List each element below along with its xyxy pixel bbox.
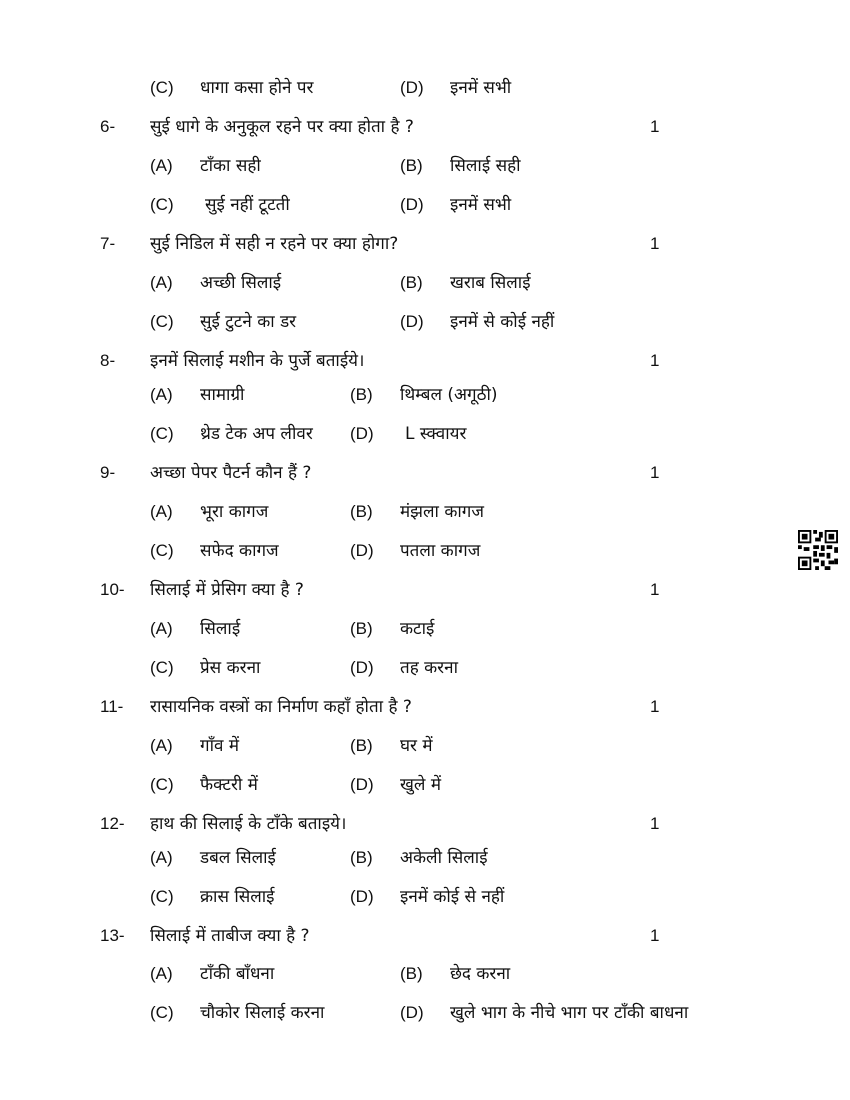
option-label: (B) <box>350 736 373 755</box>
option-label: (C) <box>150 424 174 443</box>
option-text: सामाग्री <box>200 385 245 405</box>
option-label: (D) <box>350 887 374 906</box>
option-label: (A) <box>150 156 173 175</box>
option-label: (D) <box>400 195 424 214</box>
option-label: (B) <box>350 385 373 404</box>
option-text: पतला कागज <box>400 541 481 561</box>
option-text: अच्छी सिलाई <box>200 273 282 293</box>
option-text: खराब सिलाई <box>450 273 531 293</box>
question-text: सिलाई में ताबीज क्या है ? <box>150 926 310 946</box>
option-label: (D) <box>400 312 424 331</box>
option-text: प्रेस करना <box>200 658 261 678</box>
option-label: (C) <box>150 78 174 97</box>
option-text: छेद करना <box>450 964 511 984</box>
option-text: टाँकी बाँधना <box>200 964 275 984</box>
option-label: (A) <box>150 273 173 292</box>
option-text: सुई नहीं टूटती <box>205 195 290 215</box>
question-number: 10- <box>100 580 125 599</box>
option-label: (B) <box>350 619 373 638</box>
question-text: सुई निडिल में सही न रहने पर क्या होगा? <box>150 234 399 254</box>
qr-code-icon <box>798 530 838 570</box>
question-marks: 1 <box>650 234 660 253</box>
option-text: सिलाई सही <box>450 156 521 176</box>
question-number: 9- <box>100 463 116 482</box>
option-label: (D) <box>350 541 374 560</box>
question-number: 7- <box>100 234 116 253</box>
question-text: सिलाई में प्रेसिग क्या है ? <box>150 580 304 600</box>
question-marks: 1 <box>650 463 660 482</box>
option-label: (D) <box>350 424 374 443</box>
option-text: इनमें सभी <box>450 195 512 215</box>
question-marks: 1 <box>650 926 660 945</box>
option-label: (B) <box>400 964 423 983</box>
question-text: इनमें सिलाई मशीन के पुर्जे बताईये। <box>150 351 365 371</box>
question-text: अच्छा पेपर पैटर्न कौन हैं ? <box>150 463 312 483</box>
option-label: (C) <box>150 195 174 214</box>
option-text: इनमें कोई से नहीं <box>400 887 505 907</box>
question-number: 6- <box>100 117 116 136</box>
option-label: (D) <box>350 775 374 794</box>
option-text: सुई टुटने का डर <box>200 312 297 332</box>
option-label: (B) <box>350 848 373 867</box>
option-text: L स्क्वायर <box>405 424 467 444</box>
option-text: सफेद कागज <box>200 541 279 561</box>
option-label: (A) <box>150 736 173 755</box>
option-text: मंझला कागज <box>400 502 484 522</box>
option-text: भूरा कागज <box>200 502 269 522</box>
question-marks: 1 <box>650 814 660 833</box>
option-label: (C) <box>150 1003 174 1022</box>
option-label: (D) <box>400 1003 424 1022</box>
option-label: (A) <box>150 619 173 638</box>
option-text: कटाई <box>400 619 435 639</box>
question-marks: 1 <box>650 117 660 136</box>
option-text: घर में <box>400 736 433 756</box>
question-number: 13- <box>100 926 125 945</box>
question-marks: 1 <box>650 697 660 716</box>
option-text: इनमें सभी <box>450 78 512 98</box>
option-text: इनमें से कोई नहीं <box>450 312 555 332</box>
option-label: (A) <box>150 385 173 404</box>
question-marks: 1 <box>650 580 660 599</box>
option-text: अकेली सिलाई <box>400 848 488 868</box>
option-text: धागा कसा होने पर <box>200 78 314 98</box>
option-text: खुले भाग के नीचे भाग पर टाँकी बाधना <box>450 1003 689 1023</box>
option-label: (C) <box>150 775 174 794</box>
option-text: क्रास सिलाई <box>200 887 275 907</box>
question-number: 11- <box>100 697 124 716</box>
option-text: थिम्बल (अगूठी) <box>400 385 498 405</box>
option-text: डबल सिलाई <box>200 848 276 868</box>
option-label: (C) <box>150 312 174 331</box>
option-label: (C) <box>150 658 174 677</box>
option-label: (B) <box>400 156 423 175</box>
option-label: (A) <box>150 848 173 867</box>
option-label: (C) <box>150 887 174 906</box>
option-text: तह करना <box>400 658 458 678</box>
option-label: (D) <box>400 78 424 97</box>
option-label: (A) <box>150 502 173 521</box>
option-text: खुले में <box>400 775 442 795</box>
option-label: (A) <box>150 964 173 983</box>
option-label: (B) <box>350 502 373 521</box>
option-label: (B) <box>400 273 423 292</box>
question-marks: 1 <box>650 351 660 370</box>
option-text: टाँका सही <box>200 156 261 176</box>
question-text: सुई धागे के अनुकूल रहने पर क्या होता है ? <box>150 117 414 137</box>
question-text: हाथ की सिलाई के टाँके बताइये। <box>150 814 347 834</box>
question-number: 12- <box>100 814 125 833</box>
option-text: थ्रेड टेक अप लीवर <box>200 424 313 444</box>
option-label: (D) <box>350 658 374 677</box>
question-number: 8- <box>100 351 116 370</box>
option-text: फैक्टरी में <box>200 775 258 795</box>
option-text: सिलाई <box>200 619 241 639</box>
option-text: गाँव में <box>200 736 239 756</box>
option-text: चौकोर सिलाई करना <box>200 1003 325 1023</box>
question-text: रासायनिक वस्त्रों का निर्माण कहाँ होता है ? <box>150 697 412 717</box>
option-label: (C) <box>150 541 174 560</box>
